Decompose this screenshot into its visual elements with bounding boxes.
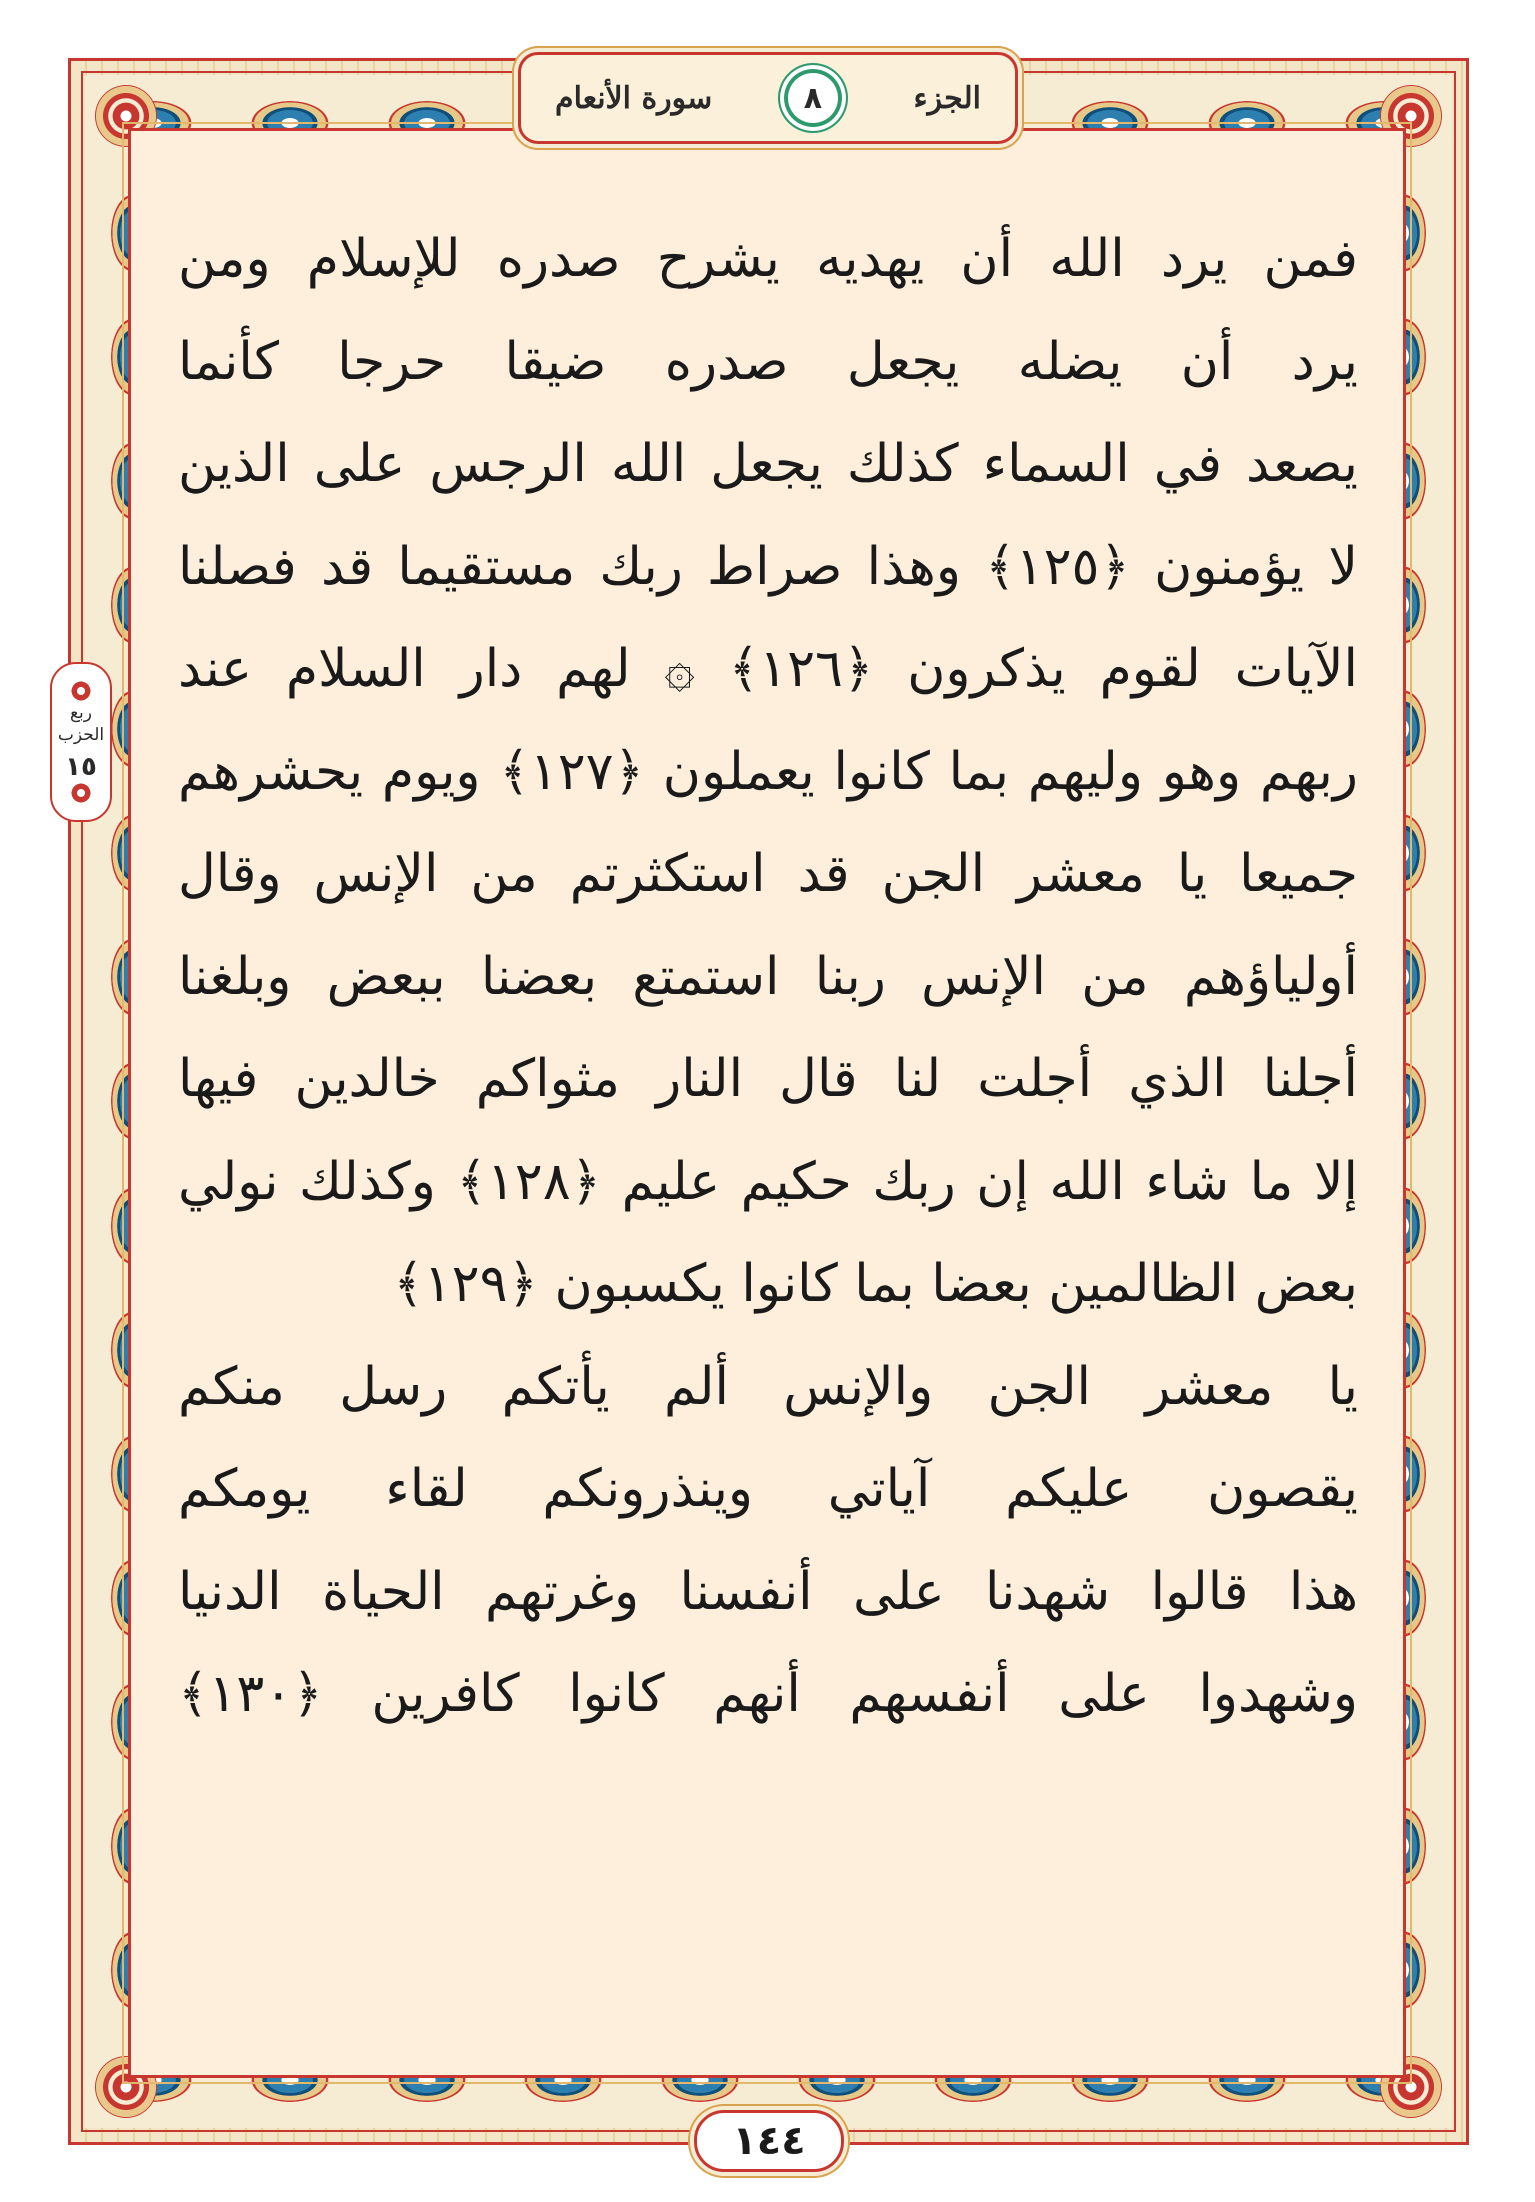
verse-line: لا يؤمنون ﴿١٢٥﴾ وهذا صراط ربك مستقيما قد فصلنا <box>178 536 1358 597</box>
juz-label: الجزء <box>913 80 981 116</box>
verse-line: يرد أن يضله يجعل صدره ضيقا حرجا كأنما <box>178 331 1358 392</box>
verse-text <box>178 208 1358 1746</box>
hizb-quarter-word: ربع <box>70 703 92 723</box>
verse-line: فمن يرد الله أن يهديه يشرح صدره للإسلام ومن <box>178 229 1358 289</box>
verse-line: يقصون عليكم آياتي وينذرونكم لقاء يومكم <box>178 1459 1358 1519</box>
verse-line: أولياؤهم من الإنس ربنا استمتع بعضنا ببعض وبلغنا <box>178 946 1358 1007</box>
hizb-word: الحزب <box>57 725 105 745</box>
page-number: ١٤٤ <box>694 2110 844 2172</box>
verse-line: ربهم وهو وليهم بما كانوا يعملون ﴿١٢٧﴾ ويوم يحشرهم <box>178 741 1358 802</box>
verse-line: بعض الظالمين بعضا بما كانوا يكسبون ﴿١٢٩﴾ <box>393 1254 1358 1314</box>
verse-line: هذا قالوا شهدنا على أنفسنا وغرتهم الحياة الدنيا <box>178 1561 1358 1622</box>
verse-line: يا معشر الجن والإنس ألم يأتكم رسل منكم <box>178 1356 1358 1417</box>
surah-name: سورة الأنعام <box>555 80 713 116</box>
verse-line: الآيات لقوم يذكرون ﴿١٢٦﴾ ۞ لهم دار السلام عند <box>178 639 1358 699</box>
verse-line: إلا ما شاء الله إن ربك حكيم عليم ﴿١٢٨﴾ وكذلك نولي <box>178 1151 1358 1212</box>
flower-icon <box>70 680 92 702</box>
juz-number-badge: ٨ <box>778 63 848 133</box>
hizb-quarter-marker <box>50 662 112 822</box>
verse-line: أجلنا الذي أجلت لنا قال النار مثواكم خالدين فيها <box>178 1049 1358 1109</box>
verse-line: وشهدوا على أنفسهم أنهم كانوا كافرين ﴿١٣٠﴾ <box>178 1664 1358 1724</box>
flower-icon <box>70 782 92 804</box>
page-header <box>518 52 1018 144</box>
verse-line: يصعد في السماء كذلك يجعل الله الرجس على الذين <box>178 434 1358 494</box>
hizb-number: ١٥ <box>65 752 97 782</box>
verse-line: جميعا يا معشر الجن قد استكثرتم من الإنس وقال <box>178 844 1358 904</box>
